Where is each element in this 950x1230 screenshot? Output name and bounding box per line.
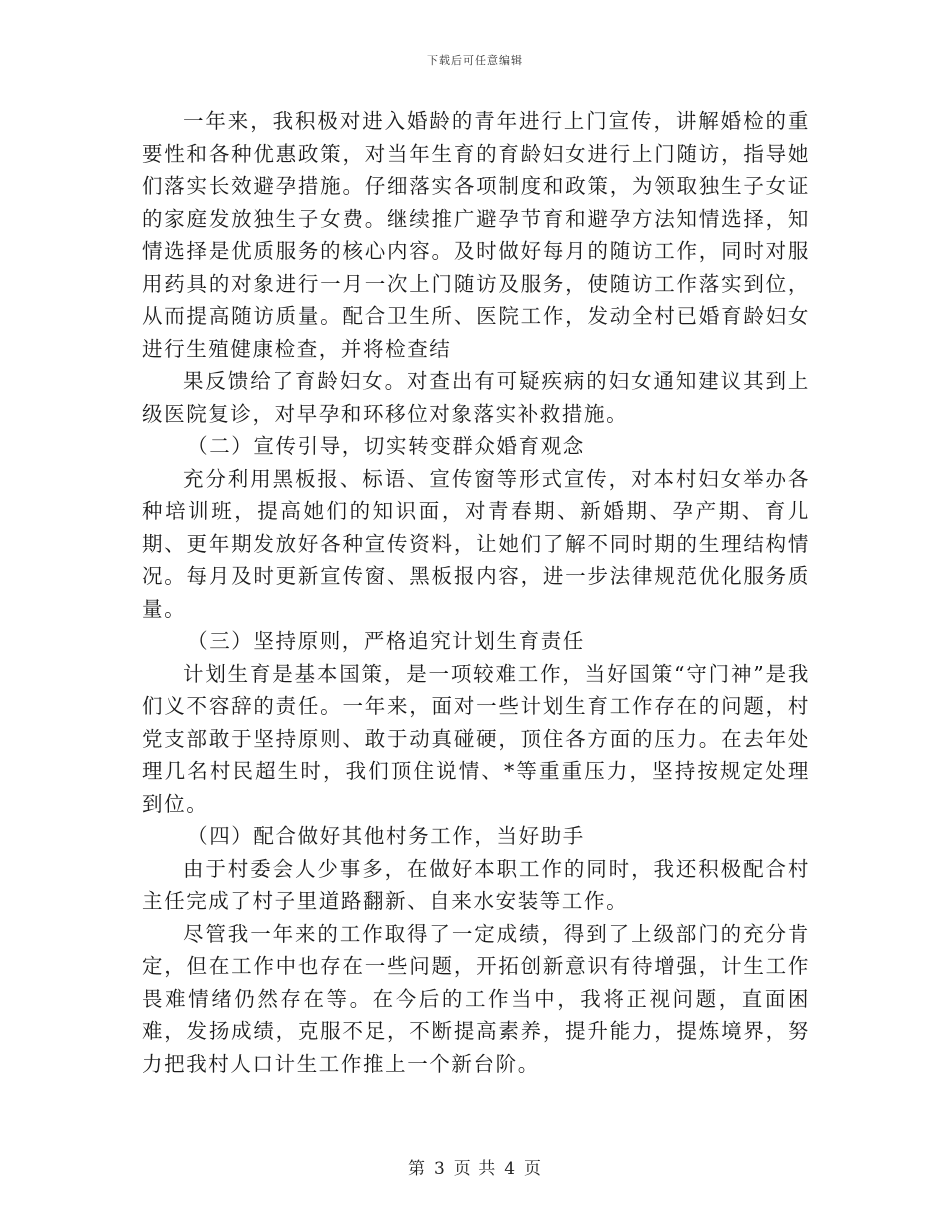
footer-total-pages: 4 xyxy=(504,1159,517,1179)
footer-page-number: 3 xyxy=(433,1159,446,1179)
section-heading: （三）坚持原则，严格追究计划生育责任 xyxy=(187,629,585,653)
paragraph: 充分利用黑板报、标语、宣传窗等形式宣传，对本村妇女举办各种培训班，提高她们的知识面，对青春期、新婚期、孕产期、育儿期、更年期发放好各种宣传资料，让她们了解不同时期的生理结构情况。每月及时更新宣传窗、黑板报内容，进一步法律规范优化服务质量。 xyxy=(142,466,810,621)
page-header: 下载后可任意编辑 xyxy=(427,54,523,67)
paragraph: 由于村委会人少事多，在做好本职工作的同时，我还积极配合村主任完成了村子里道路翻新、自来水安装等工作。 xyxy=(142,856,810,913)
page-footer xyxy=(0,1154,950,1179)
paragraph: 一年来，我积极对进入婚龄的青年进行上门宣传，讲解婚检的重要性和各种优惠政策，对当年生育的育龄妇女进行上门随访，指导她们落实长效避孕措施。仔细落实各项制度和政策，为领取独生子女证的家庭发放独生子女费。继续推广避孕节育和避孕方法知情选择，知情选择是优质服务的核心内容。及时做好每月的随访工作，同时对服用药具的对象进行一月一次上门随访及服务，使随访工作落实到位，从而提高随访质量。配合卫生所、医院工作，发动全村已婚育龄妇女进行生殖健康检查，并将检查结 xyxy=(142,109,810,361)
footer-middle: 页 共 xyxy=(453,1159,497,1179)
paragraph: 果反馈给了育龄妇女。对查出有可疑疾病的妇女通知建议其到上级医院复诊，对早孕和环移位对象落实补救措施。 xyxy=(142,369,810,426)
document-body xyxy=(142,105,810,1080)
footer-prefix: 第 xyxy=(407,1159,426,1179)
paragraph: 尽管我一年来的工作取得了一定成绩，得到了上级部门的充分肯定，但在工作中也存在一些问题，开拓创新意识有待增强，计生工作畏难情绪仍然存在等。在今后的工作当中，我将正视问题，直面困难，发扬成绩，克服不足，不断提高素养，提升能力，提炼境界，努力把我村人口计生工作推上一个新台阶。 xyxy=(142,921,810,1076)
section-heading: （四）配合做好其他村务工作，当好助手 xyxy=(187,824,585,848)
paragraph: 计划生育是基本国策，是一项较难工作，当好国策“守门神”是我们义不容辞的责任。一年来，面对一些计划生育工作存在的问题，村党支部敢于坚持原则、敢于动真碰硬，顶住各方面的压力。在去年处理几名村民超生时，我们顶住说情、*等重重压力，坚持按规定处理到位。 xyxy=(142,661,810,816)
section-heading: （二）宣传引导，切实转变群众婚育观念 xyxy=(187,434,585,458)
footer-suffix: 页 xyxy=(524,1159,543,1179)
